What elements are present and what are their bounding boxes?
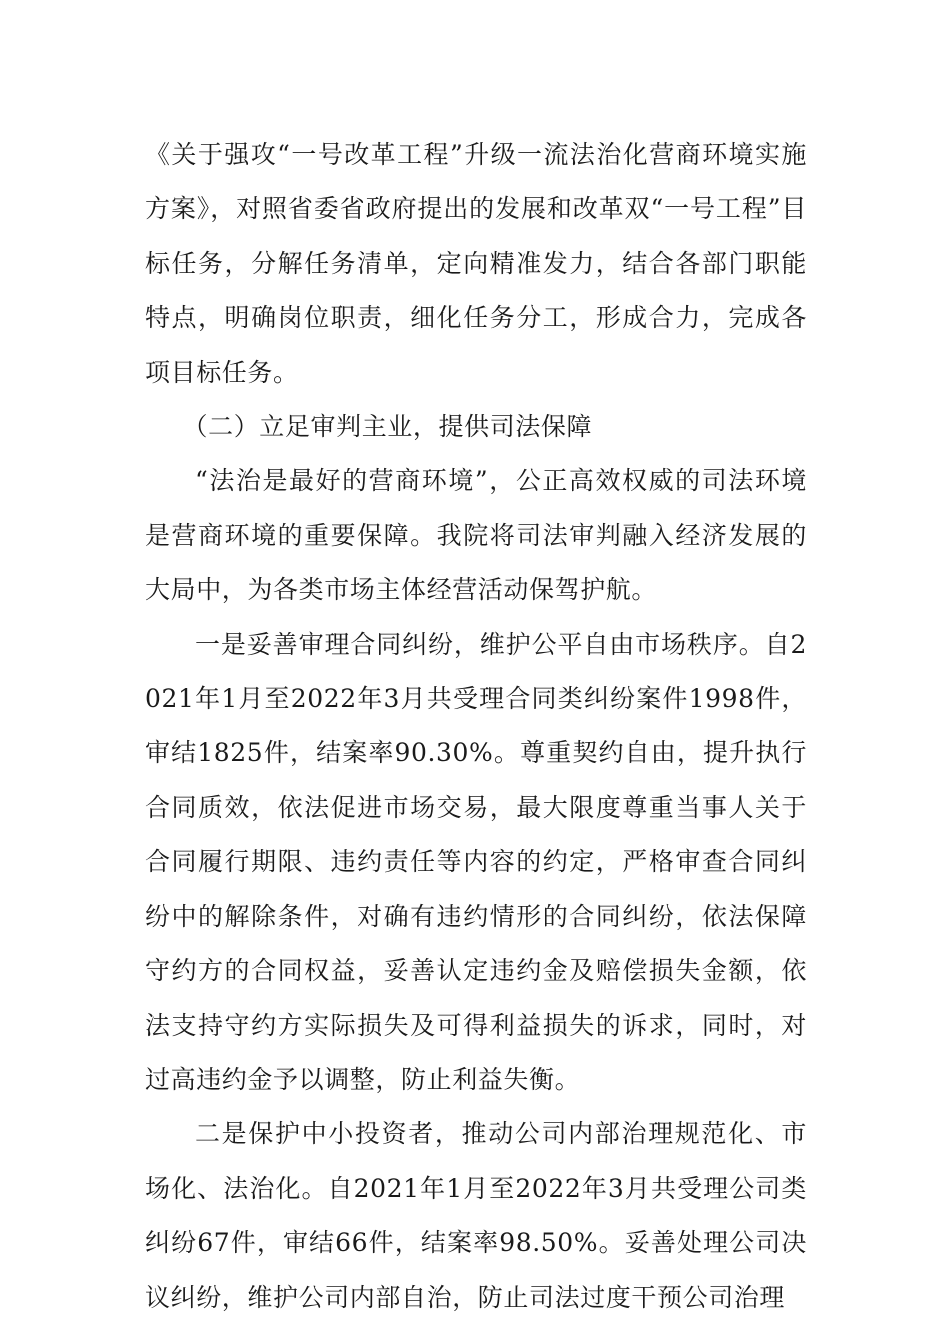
document-page [145, 128, 807, 1325]
paragraph-continuation: 《关于强攻“一号改革工程”升级一流法治化营商环境实施方案》，对照省委省政府提出的发展和改革双“一号工程”目标任务，分解任务清单，定向精准发力，结合各部门职能特点，明确岗位职责，细化任务分工，形成合力，完成各项目标任务。 [145, 140, 807, 387]
paragraph-investor-protection: 二是保护中小投资者，推动公司内部治理规范化、市场化、法治化。自2021年1月至2022年3月共受理公司类纠纷67件，审结66件，结案率98.50%。妥善处理公司决议纠纷，维护公司内部自治，防止司法过度干预公司治理 [145, 1119, 807, 1312]
paragraph-intro: “法治是最好的营商环境”，公正高效权威的司法环境是营商环境的重要保障。我院将司法审判融入经济发展的大局中，为各类市场主体经营活动保驾护航。 [145, 466, 807, 605]
paragraph-contract-disputes: 一是妥善审理合同纠纷，维护公平自由市场秩序。自2021年1月至2022年3月共受理合同类纠纷案件1998件，审结1825件，结案率90.30%。尊重契约自由，提升执行合同质效，依法促进市场交易，最大限度尊重当事人关于合同履行期限、违约责任等内容的约定，严格审查合同纠纷中的解除条件，对确有违约情形的合同纠纷，依法保障守约方的合同权益，妥善认定违约金及赔偿损失金额，依法支持守约方实际损失及可得利益损失的诉求，同时，对过高违约金予以调整，防止利益失衡。 [145, 629, 807, 1094]
section-heading: （二）立足审判主业，提供司法保障 [182, 412, 593, 442]
